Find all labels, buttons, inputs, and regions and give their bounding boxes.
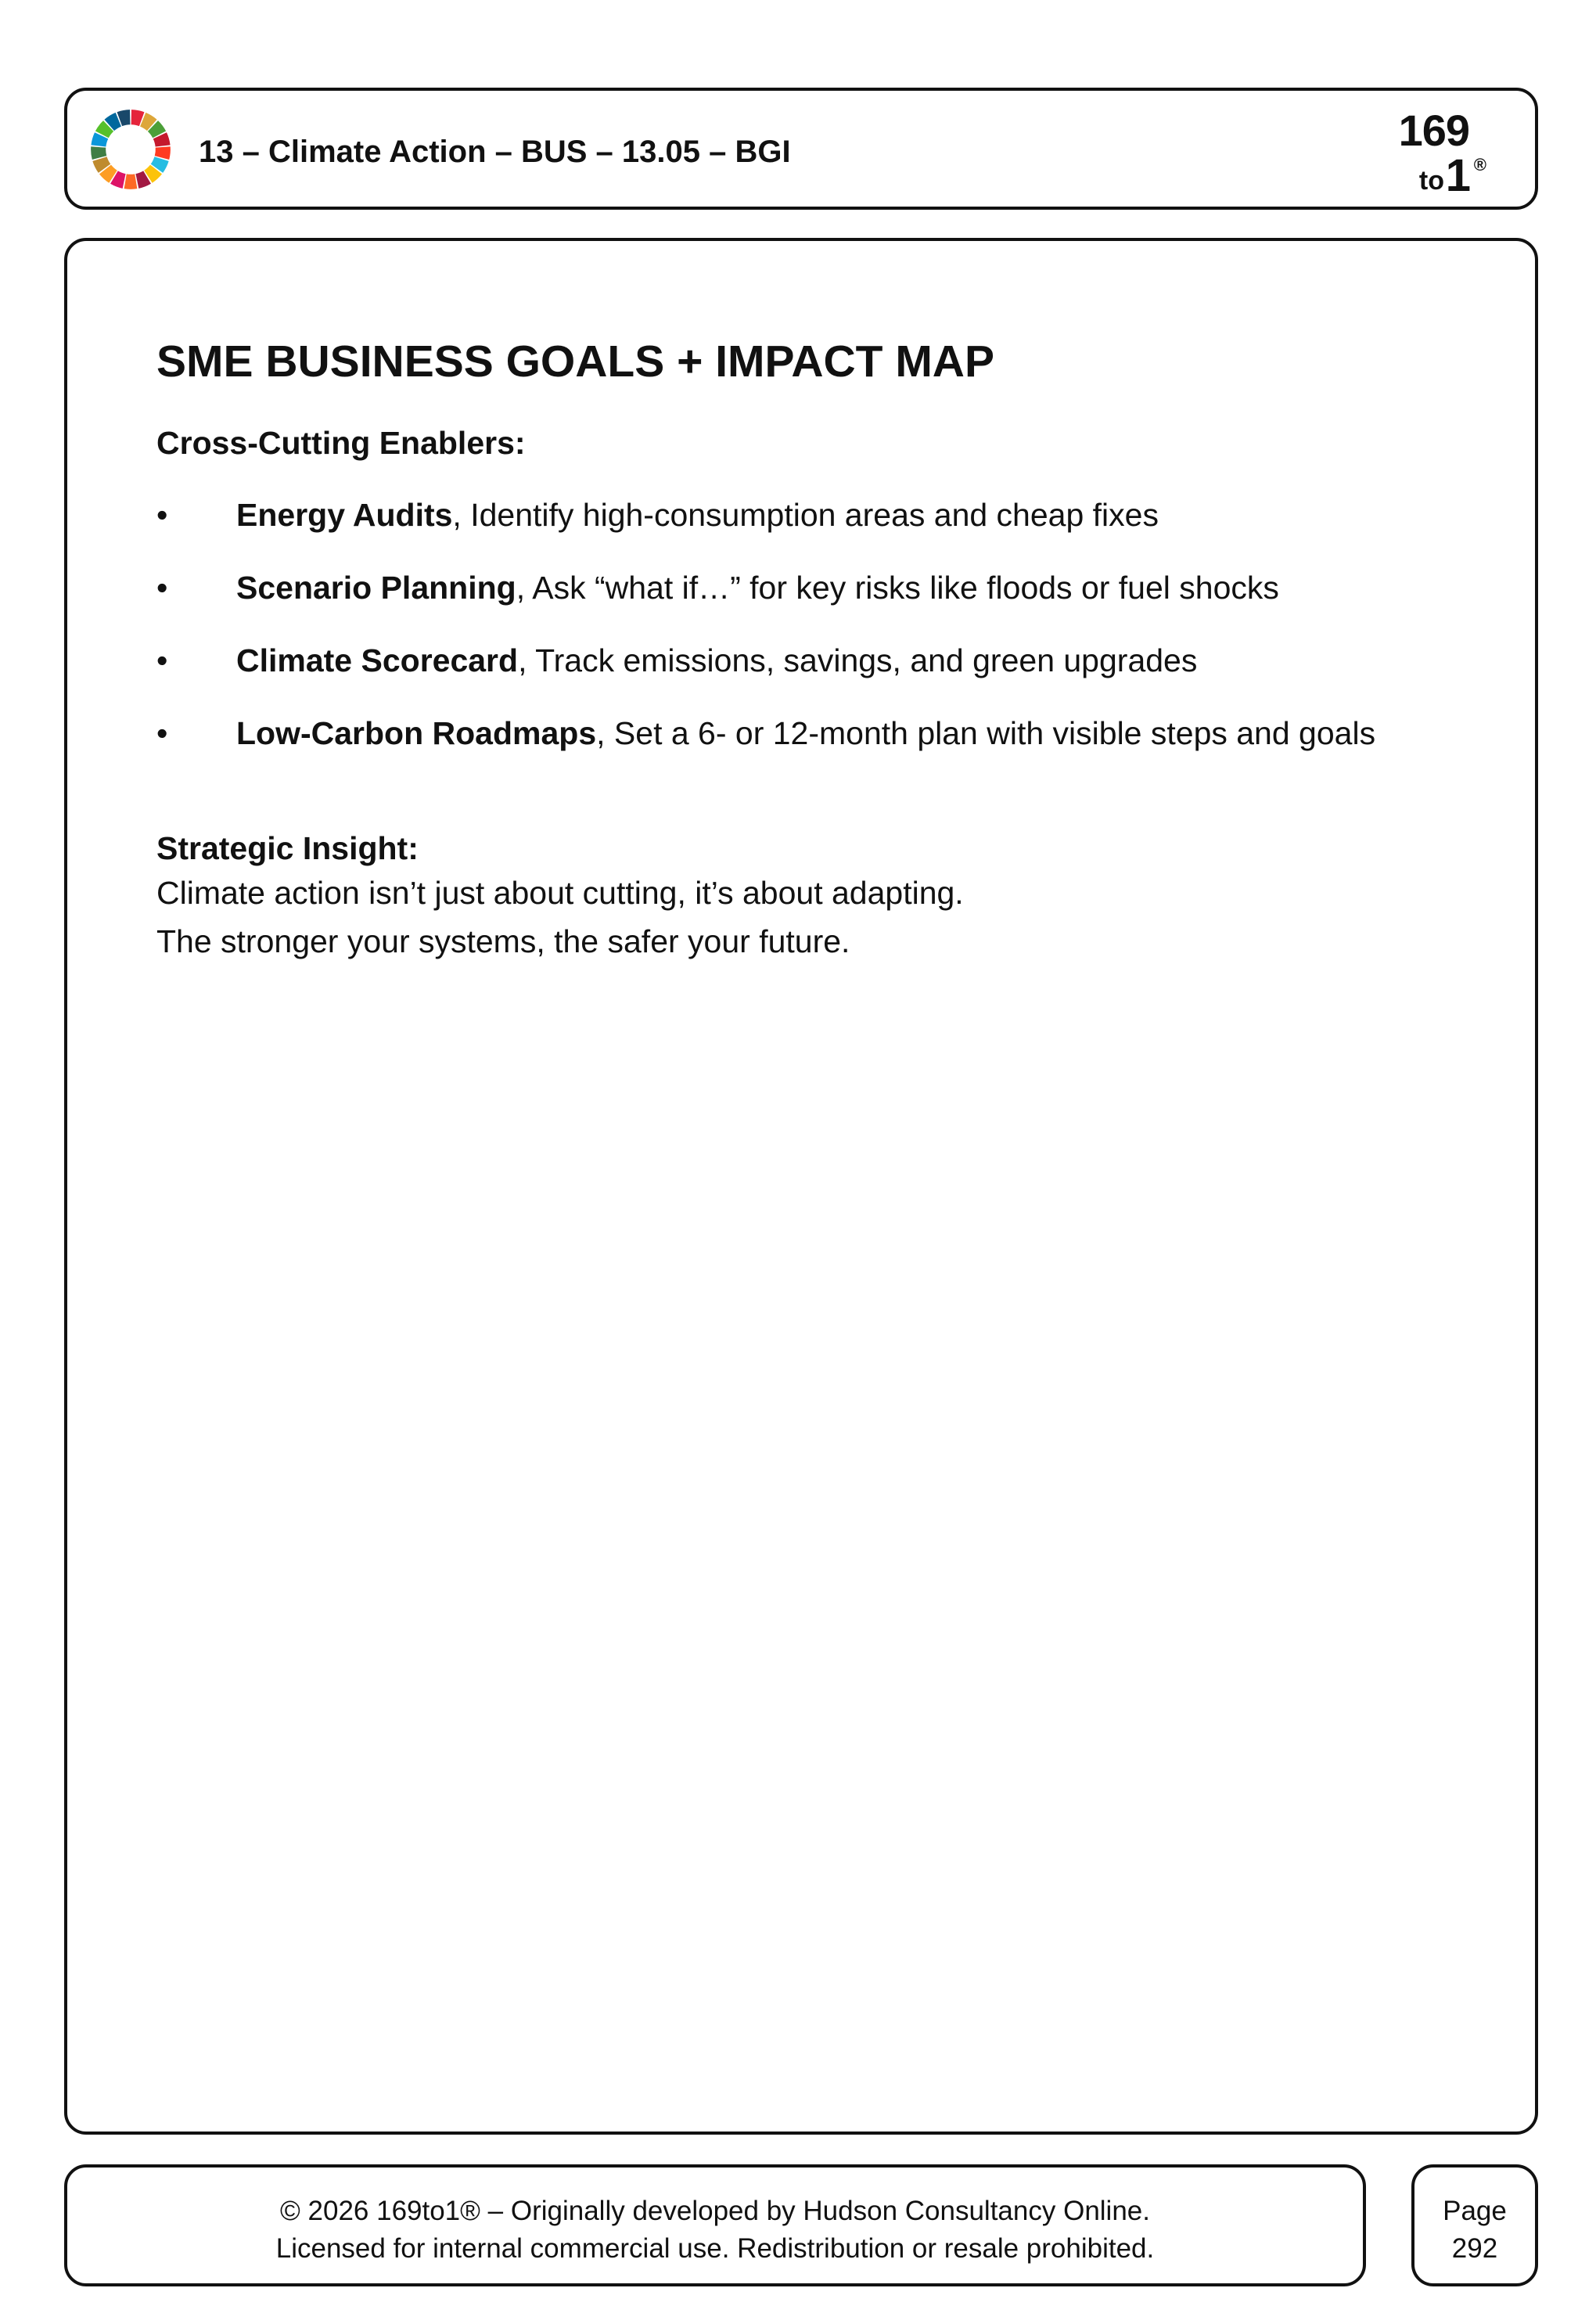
enabler-term: Climate Scorecard [236, 642, 519, 678]
list-item [156, 496, 1471, 534]
main-content-panel [64, 238, 1538, 2135]
page-title: SME BUSINESS GOALS + IMPACT MAP [156, 336, 994, 387]
list-item [156, 642, 1471, 680]
enablers-list [156, 496, 1471, 754]
enabler-description: , Identify high-consumption areas and cheap fixes [452, 496, 1159, 533]
bullet-icon: • [156, 715, 168, 752]
enabler-description: , Set a 6- or 12-month plan with visible steps and goals [596, 715, 1376, 752]
brand-number: 169 [1398, 106, 1469, 155]
bullet-icon: • [156, 496, 168, 533]
brand-registered-mark: ® [1473, 155, 1486, 174]
brand-one: 1 [1445, 150, 1471, 201]
page-number: 292 [1451, 2232, 1498, 2264]
enablers-title: Cross-Cutting Enablers: [156, 425, 526, 462]
header-bar [64, 88, 1538, 210]
enabler-term: Scenario Planning [236, 569, 516, 606]
bullet-icon: • [156, 569, 168, 606]
bullet-icon: • [156, 642, 168, 678]
sdg-wheel-segment [124, 174, 138, 189]
brand-to: to [1418, 166, 1444, 196]
header-title: 13 – Climate Action – BUS – 13.05 – BGI [199, 135, 791, 169]
brand-logo [1379, 97, 1504, 207]
enabler-description: , Ask “what if…” for key risks like floods or fuel shocks [516, 569, 1279, 606]
list-item [156, 714, 1471, 753]
insight-title: Strategic Insight: [156, 830, 419, 867]
insight-line: The stronger your systems, the safer your future. [156, 923, 850, 959]
page-label: Page [1443, 2196, 1507, 2226]
sdg-wheel-icon [89, 108, 172, 191]
enabler-description: , Track emissions, savings, and green upgrades [518, 642, 1198, 678]
enabler-term: Energy Audits [236, 496, 453, 533]
footer-legal-box [64, 2164, 1366, 2286]
license-line: Licensed for internal commercial use. Redistribution or resale prohibited. [275, 2232, 1155, 2264]
list-item [156, 569, 1471, 607]
copyright-line: © 2026 169to1® – Originally developed by Hudson Consultancy Online. [280, 2196, 1150, 2226]
page-number-box [1411, 2164, 1538, 2286]
insight-line: Climate action isn’t just about cutting, it’s about adapting. [156, 874, 964, 911]
enabler-term: Low-Carbon Roadmaps [236, 715, 597, 752]
